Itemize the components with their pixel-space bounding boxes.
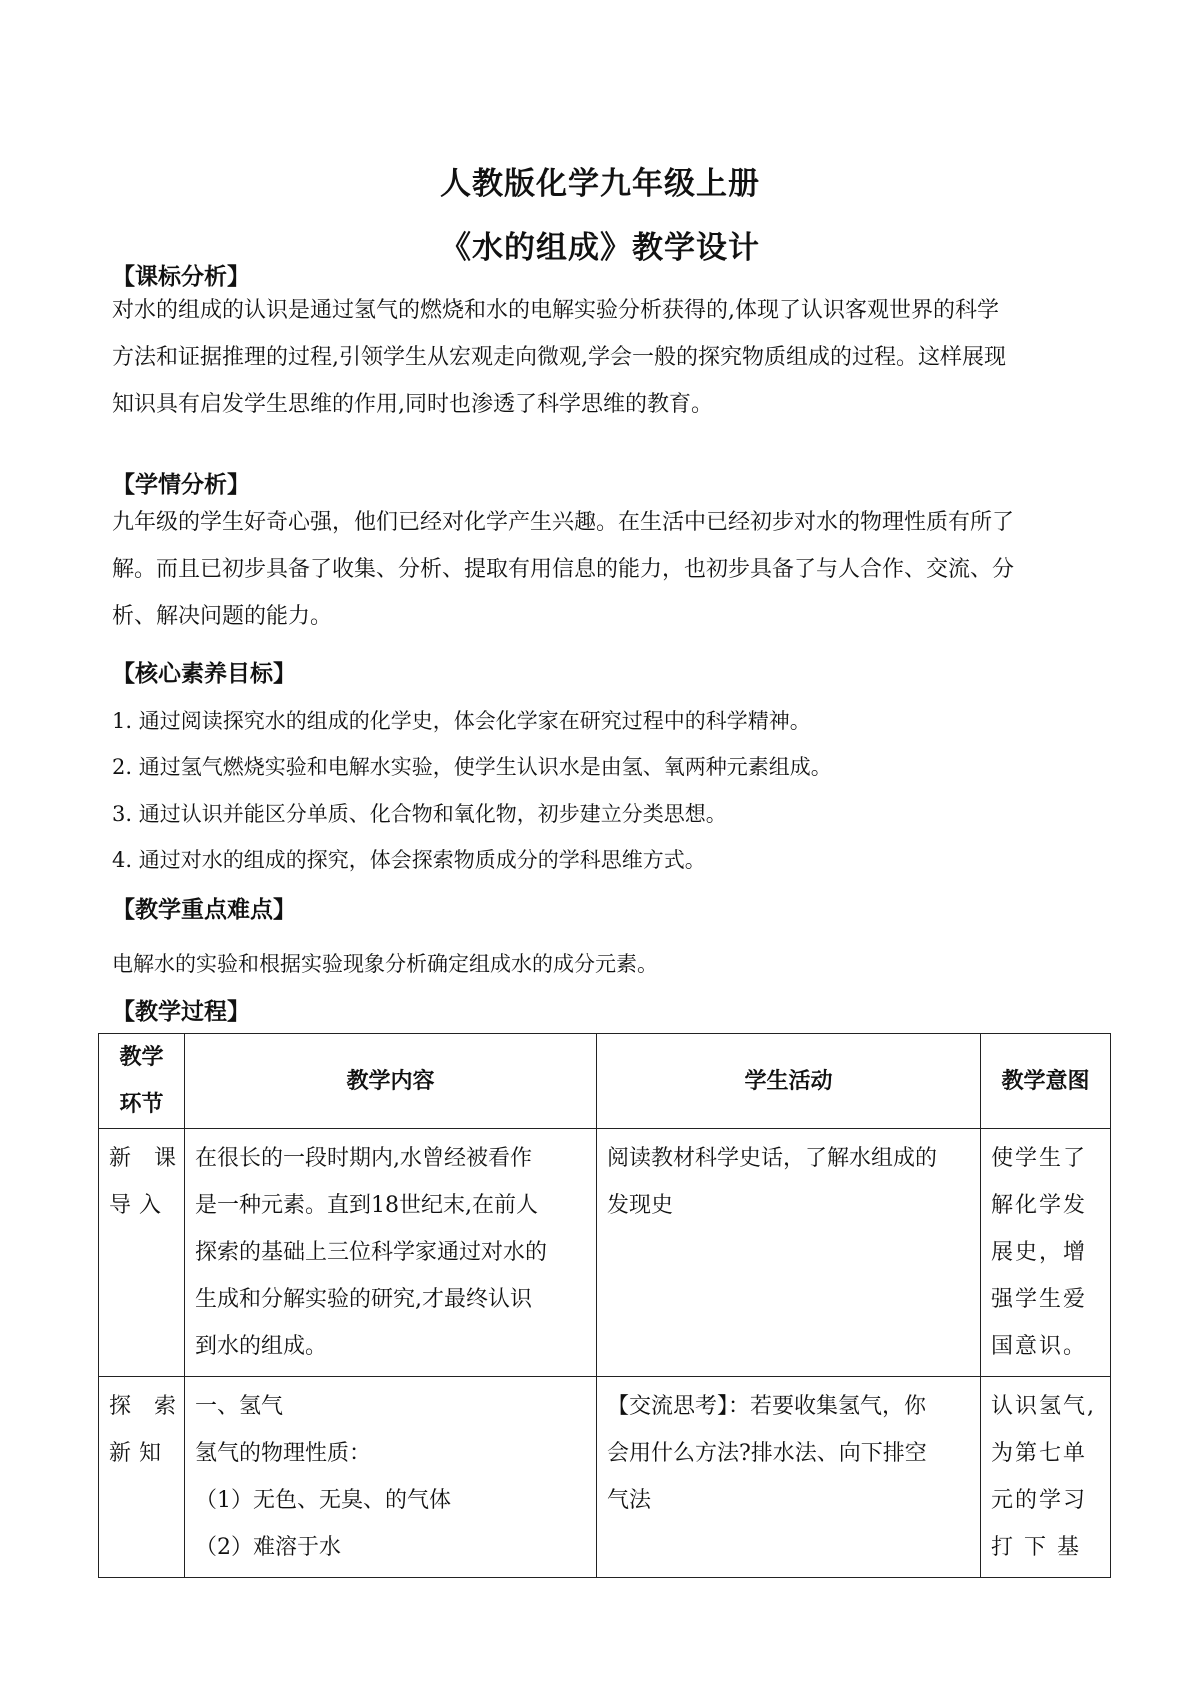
table-header-row xyxy=(99,1034,1111,1129)
goal-item: 3. 通过认识并能区分单质、化合物和氧化物，初步建立分类思想。 xyxy=(112,802,727,826)
content-cell: 一、氢气 氢气的物理性质： （1）无色、无臭、的气体 （2）难溶于水 xyxy=(185,1377,597,1578)
section-heading-focus: 【教学重点难点】 xyxy=(112,897,296,923)
goal-item: 1. 通过阅读探究水的组成的化学史，体会化学家在研究过程中的科学精神。 xyxy=(112,709,811,733)
paragraph-line: 析、解决问题的能力。 xyxy=(112,604,333,629)
intent-cell: 认识氢气, 为第七单 元的学习 打 下 基 xyxy=(981,1377,1111,1578)
document-subtitle: 《水的组成》教学设计 xyxy=(440,230,760,266)
paragraph-line: 解。而且已初步具备了收集、分析、提取有用信息的能力，也初步具备了与人合作、交流、分 xyxy=(112,557,1015,582)
header-intent: 教学意图 xyxy=(981,1034,1111,1129)
table-row xyxy=(99,1377,1111,1578)
activity-cell: 阅读教材科学史话，了解水组成的 发现史 xyxy=(597,1129,981,1377)
section-heading-curriculum: 【课标分析】 xyxy=(112,264,250,290)
header-stage: 教学 环节 xyxy=(99,1034,185,1129)
intent-cell: 使学生了 解化学发 展史，增 强学生爱 国意识。 xyxy=(981,1129,1111,1377)
section-heading-goals: 【核心素养目标】 xyxy=(112,661,296,687)
stage-cell: 新 课 导入 xyxy=(99,1129,185,1377)
teaching-process-table xyxy=(98,1033,1111,1578)
paragraph-line: 方法和证据推理的过程,引领学生从宏观走向微观,学会一般的探究物质组成的过程。这样展现 xyxy=(112,345,1006,370)
paragraph-line: 对水的组成的认识是通过氢气的燃烧和水的电解实验分析获得的,体现了认识客观世界的科学 xyxy=(112,298,999,323)
header-activity: 学生活动 xyxy=(597,1034,981,1129)
header-content: 教学内容 xyxy=(185,1034,597,1129)
section-heading-students: 【学情分析】 xyxy=(112,472,250,498)
students-paragraph xyxy=(112,499,1097,640)
paragraph-line: 知识具有启发学生思维的作用,同时也渗透了科学思维的教育。 xyxy=(112,392,713,417)
document-title: 人教版化学九年级上册 xyxy=(440,166,760,202)
curriculum-paragraph xyxy=(112,287,1097,428)
goal-item: 4. 通过对水的组成的探究，体会探索物质成分的学科思维方式。 xyxy=(112,848,706,872)
table-row xyxy=(99,1129,1111,1377)
paragraph-line: 九年级的学生好奇心强，他们已经对化学产生兴趣。在生活中已经初步对水的物理性质有所了 xyxy=(112,510,1015,535)
stage-cell: 探 索 新知 xyxy=(99,1377,185,1578)
focus-text: 电解水的实验和根据实验现象分析确定组成水的成分元素。 xyxy=(112,952,658,976)
activity-cell: 【交流思考】：若要收集氢气，你 会用什么方法?排水法、向下排空 气法 xyxy=(597,1377,981,1578)
section-heading-process: 【教学过程】 xyxy=(112,999,250,1025)
goal-item: 2. 通过氢气燃烧实验和电解水实验，使学生认识水是由氢、氧两种元素组成。 xyxy=(112,755,832,779)
content-cell: 在很长的一段时期内,水曾经被看作 是一种元素。直到18世纪末,在前人 探索的基础上三位科学家通过对水的 生成和分解实验的研究,才最终认识 到水的组成。 xyxy=(185,1129,597,1377)
